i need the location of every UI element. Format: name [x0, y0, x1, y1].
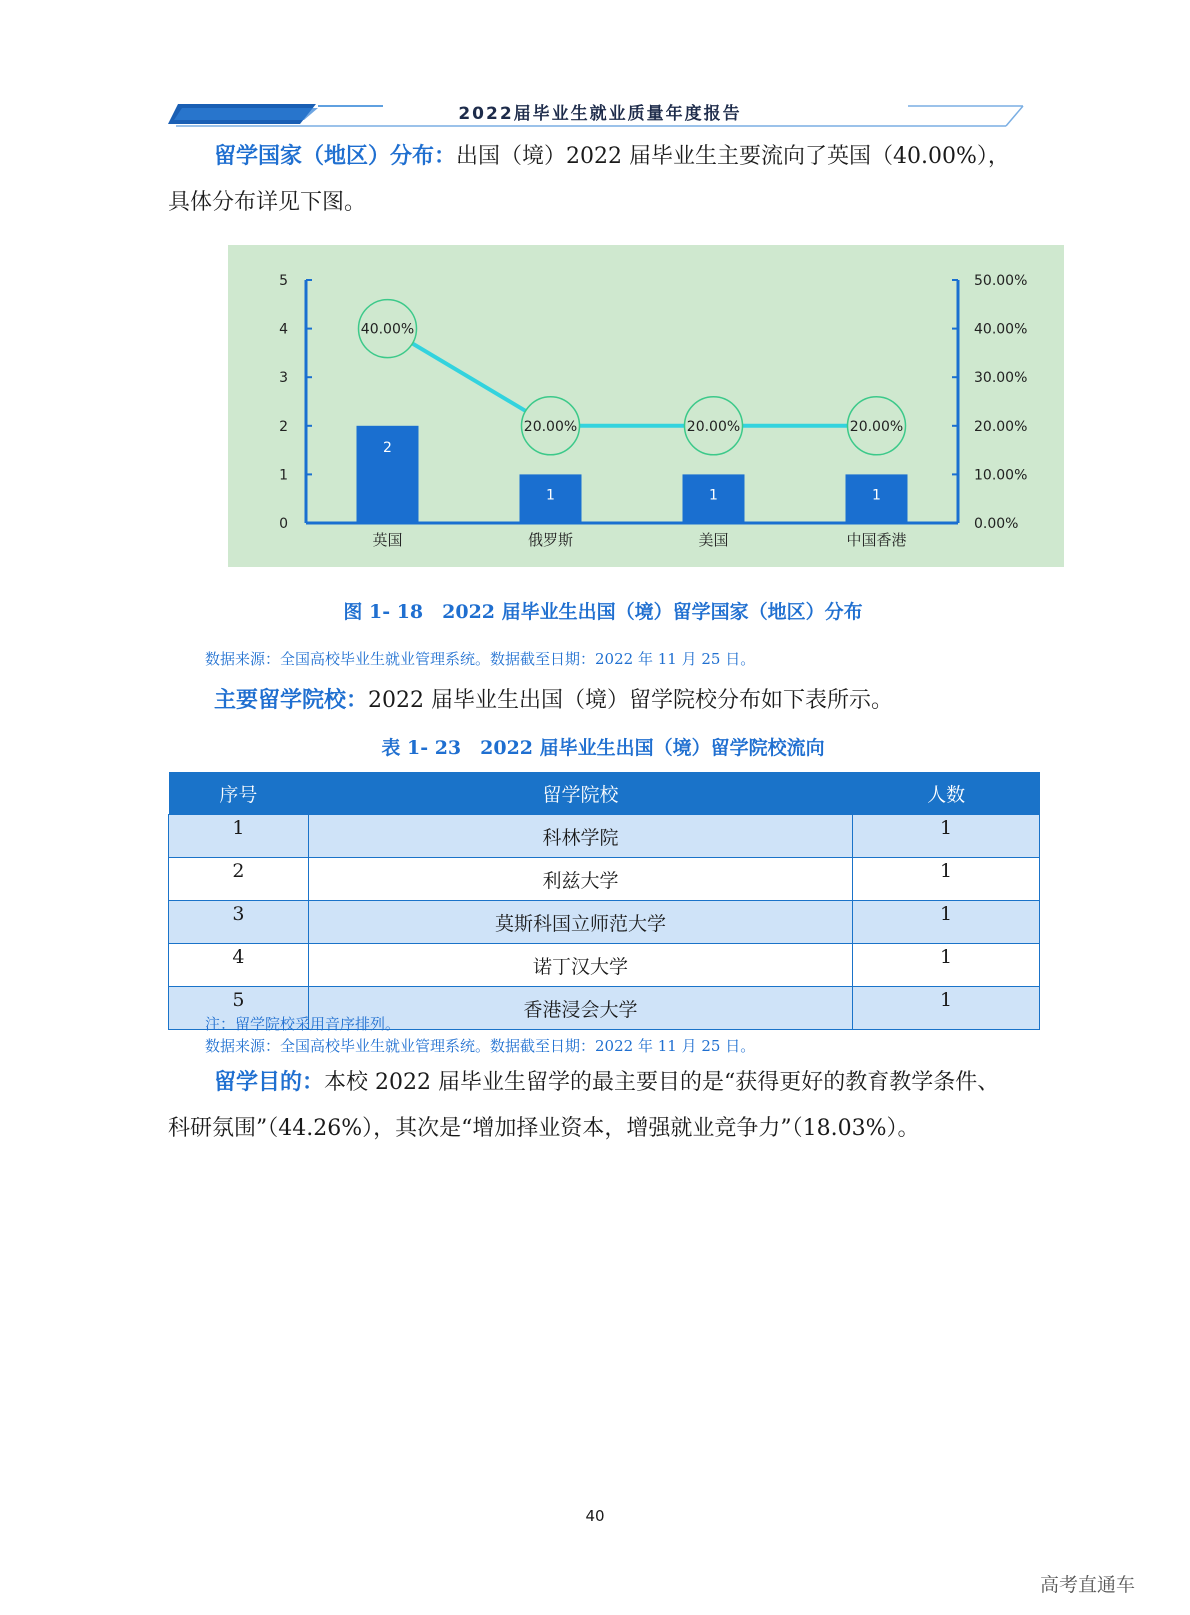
purpose-paragraph — [168, 1059, 1038, 1152]
right-tick-label: 0.00% — [974, 516, 1019, 532]
source-note-1: 数据来源：全国高校毕业生就业管理系统。数据截至日期：2022 年 11 月 25 日。 — [205, 650, 756, 668]
point-label: 40.00% — [360, 321, 415, 338]
school-text: 2022 届毕业生出国（境）留学院校分布如下表所示。 — [368, 688, 893, 713]
purpose-text-line2: 科研氛围”（44.26%），其次是“增加择业资本，增强就业竞争力”（18.03%）。 — [168, 1116, 920, 1141]
category-label: 美国 — [698, 531, 729, 549]
country-paragraph — [168, 133, 1038, 226]
country-chart — [228, 245, 1064, 567]
table-row — [169, 901, 1040, 944]
table-row — [169, 858, 1040, 901]
bar-label: 2 — [383, 439, 392, 456]
cell-count: 1 — [853, 858, 1040, 901]
cell-index: 4 — [169, 944, 309, 987]
figure-caption: 图 1- 18 2022 届毕业生出国（境）留学国家（地区）分布 — [343, 601, 863, 623]
cell-index: 5 — [169, 987, 309, 1030]
purpose-text-line1: 本校 2022 届毕业生留学的最主要目的是“获得更好的教育教学条件、 — [324, 1070, 1000, 1095]
cell-school: 莫斯科国立师范大学 — [308, 901, 852, 944]
header-school: 留学院校 — [308, 772, 852, 815]
cell-school: 香港浸会大学 — [308, 987, 852, 1030]
cell-count: 1 — [853, 987, 1040, 1030]
left-tick-label: 1 — [279, 467, 288, 484]
right-tick-label: 30.00% — [974, 370, 1028, 387]
cell-count: 1 — [853, 815, 1040, 858]
cell-school: 科林学院 — [308, 815, 852, 858]
bar-label: 1 — [546, 487, 555, 504]
country-text-line2: 具体分布详见下图。 — [168, 190, 367, 215]
bar-label: 1 — [709, 487, 718, 504]
table-header-row — [169, 772, 1040, 815]
left-tick-label: 2 — [279, 418, 288, 435]
table-caption: 表 1- 23 2022 届毕业生出国（境）留学院校流向 — [381, 737, 825, 759]
school-lead: 主要留学院校： — [214, 687, 369, 713]
right-tick-label: 10.00% — [974, 467, 1028, 484]
source-note-2: 数据来源：全国高校毕业生就业管理系统。数据截至日期：2022 年 11 月 25 日。 — [205, 1037, 756, 1055]
watermark: 高考直通车 — [1040, 1574, 1136, 1596]
table-row — [169, 815, 1040, 858]
left-tick-label: 3 — [279, 370, 288, 387]
left-tick-label: 4 — [279, 321, 288, 338]
category-label: 中国香港 — [846, 531, 907, 549]
point-label: 20.00% — [523, 418, 578, 435]
header-index: 序号 — [169, 772, 309, 815]
line-series — [388, 329, 877, 426]
point-label: 20.00% — [686, 418, 741, 435]
right-tick-label: 40.00% — [974, 321, 1028, 338]
country-text-line1: 出国（境）2022 届毕业生主要流向了英国（40.00%）， — [456, 144, 1010, 169]
point-label: 20.00% — [849, 418, 904, 435]
purpose-lead: 留学目的： — [214, 1069, 325, 1095]
category-label: 英国 — [372, 531, 403, 549]
cell-count: 1 — [853, 944, 1040, 987]
cell-index: 2 — [169, 858, 309, 901]
schools-table — [168, 772, 1040, 1030]
country-lead: 留学国家（地区）分布： — [214, 143, 457, 169]
table-row — [169, 944, 1040, 987]
cell-school: 利兹大学 — [308, 858, 852, 901]
cell-school: 诺丁汉大学 — [308, 944, 852, 987]
country-chart-svg — [228, 245, 1064, 567]
cell-count: 1 — [853, 901, 1040, 944]
cell-index: 3 — [169, 901, 309, 944]
category-label: 俄罗斯 — [527, 531, 574, 549]
page-number: 40 — [585, 1507, 605, 1525]
header-title: 2022届毕业生就业质量年度报告 — [458, 104, 742, 124]
school-paragraph — [168, 677, 1038, 724]
bar-label: 1 — [872, 487, 881, 504]
table-note: 注：留学院校采用音序排列。 — [205, 1015, 401, 1033]
cell-index: 1 — [169, 815, 309, 858]
right-tick-label: 50.00% — [974, 273, 1028, 289]
left-tick-label: 5 — [279, 273, 288, 289]
header-count: 人数 — [853, 772, 1040, 815]
left-tick-label: 0 — [279, 516, 288, 532]
right-tick-label: 20.00% — [974, 418, 1028, 435]
